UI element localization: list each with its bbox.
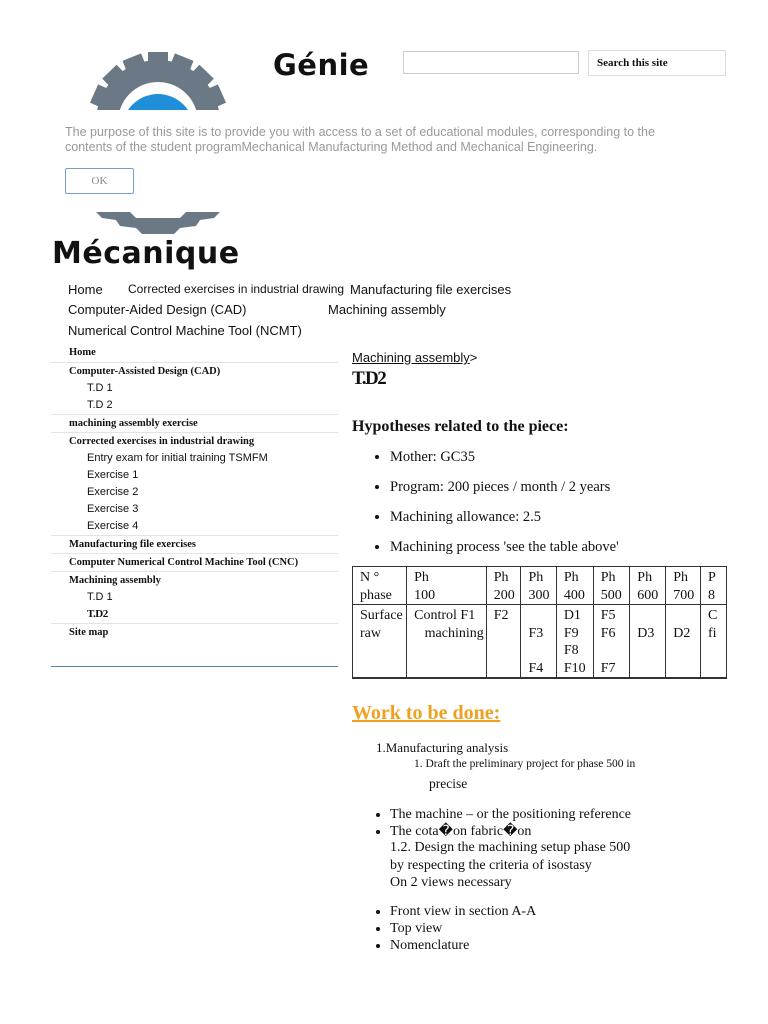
site-title-genie[interactable]: Génie	[273, 48, 370, 82]
table-cell: N ° phase	[353, 567, 407, 605]
list-item: • Mother: GC35	[390, 442, 768, 472]
phase-table	[352, 566, 727, 679]
table-cell: F2	[486, 605, 521, 679]
gear-icon	[82, 50, 234, 110]
sidebar-item-exercise-1[interactable]: Exercise 1	[87, 469, 139, 481]
list-item: • Machining process 'see the table above'	[390, 532, 768, 562]
sidebar-divider	[51, 666, 338, 667]
nav-machining-assembly[interactable]: Machining assembly	[328, 302, 446, 317]
nav-home[interactable]: Home	[68, 282, 103, 297]
site-logo-gear-top	[82, 50, 234, 110]
list-item: • Top view	[390, 920, 768, 937]
step-draft-project: 1. Draft the preliminary project for phase 500 in	[414, 758, 636, 770]
sidebar-item-manufacturing-file[interactable]: Manufacturing file exercises	[51, 535, 338, 553]
design-line: On 2 views necessary	[390, 875, 512, 890]
sidebar-item-exercise-3[interactable]: Exercise 3	[87, 503, 139, 515]
sidebar-item-cnc[interactable]: Computer Numerical Control Machine Tool (CNC)	[51, 553, 338, 571]
table-cell: D2	[666, 605, 701, 679]
nav-corrected-drawing[interactable]: Corrected exercises in industrial drawing	[128, 282, 345, 296]
hypotheses-heading: Hypotheses related to the piece:	[352, 418, 569, 435]
table-cell: Ph 100	[407, 567, 487, 605]
list-item: • Machining allowance: 2.5	[390, 502, 768, 532]
search-button[interactable]: Search this site	[588, 50, 726, 76]
sidebar-item-ma-td1[interactable]: T.D 1	[87, 591, 113, 603]
table-cell: P 8	[700, 567, 726, 605]
sidebar-item-entry-exam[interactable]: Entry exam for initial training TSMFM	[87, 452, 268, 464]
breadcrumb-separator: >	[469, 350, 478, 365]
step-manufacturing-analysis: 1.Manufacturing analysis	[376, 740, 509, 755]
hypotheses-list	[352, 442, 768, 562]
table-cell: D3	[630, 605, 666, 679]
machine-list	[352, 806, 768, 840]
table-cell: Surface raw	[353, 605, 407, 679]
site-purpose-text: The purpose of this site is to provide you with access to a set of educational modules, corresponding to the contents of the student programMechanical Manufacturing Method and Mechanical Engineering.	[65, 125, 655, 154]
table-cell: Control F1 machining	[407, 605, 487, 679]
search-input[interactable]	[403, 51, 579, 74]
sidebar-item-machining-assembly[interactable]: Machining assembly	[51, 571, 338, 589]
table-cell: Ph 600	[630, 567, 666, 605]
step-draft-project-cont: precise	[429, 776, 468, 791]
sidebar-item-machining-exercise[interactable]: machining assembly exercise	[51, 414, 338, 432]
table-cell: F5 F6 F7	[593, 605, 630, 679]
list-item: • The machine – or the positioning reference	[390, 806, 768, 823]
sidebar	[51, 344, 338, 641]
table-cell: Ph 200	[486, 567, 521, 605]
breadcrumb-link[interactable]: Machining assembly	[352, 350, 470, 365]
sidebar-item-home[interactable]: Home	[69, 347, 96, 358]
list-item: • Program: 200 pieces / month / 2 years	[390, 472, 768, 502]
table-cell: Ph 700	[666, 567, 701, 605]
design-line: 1.2. Design the machining setup phase 500	[390, 840, 631, 855]
nav-manufacturing-file[interactable]: Manufacturing file exercises	[350, 282, 512, 297]
site-logo-gear-bottom	[96, 212, 220, 234]
list-item: • Front view in section A-A	[390, 903, 768, 920]
design-line: by respecting the criteria of isostasy	[390, 857, 592, 873]
sidebar-item-corrected-drawing[interactable]: Corrected exercises in industrial drawing	[51, 432, 338, 450]
table-header-row	[353, 567, 727, 605]
views-list	[352, 903, 768, 954]
table-cell: C fi	[700, 605, 726, 679]
table-cell: D1 F9 F8 F10	[556, 605, 593, 679]
breadcrumb	[352, 350, 477, 365]
table-cell: Ph 300	[521, 567, 556, 605]
table-cell: F3 F4	[521, 605, 556, 679]
list-item: • Nomenclature	[390, 937, 768, 954]
sidebar-item-exercise-2[interactable]: Exercise 2	[87, 486, 139, 498]
phase-table-container	[352, 560, 727, 690]
sidebar-item-cad-td2[interactable]: T.D 2	[87, 399, 113, 411]
design-setup-text	[390, 839, 730, 892]
table-cell: Ph 400	[556, 567, 593, 605]
sidebar-item-cad-td1[interactable]: T.D 1	[87, 382, 113, 394]
gear-icon	[96, 212, 220, 234]
list-item: • The cota�on fabric�on	[390, 823, 768, 840]
site-title-mecanique[interactable]: Mécanique	[52, 236, 240, 271]
sidebar-item-exercise-4[interactable]: Exercise 4	[87, 520, 139, 532]
work-heading: Work to be done:	[352, 702, 501, 724]
table-row	[353, 605, 727, 679]
page-title: T.D2	[352, 368, 386, 389]
sidebar-item-ma-td2-current[interactable]: T.D2	[87, 608, 108, 620]
ok-button[interactable]: OK	[65, 168, 134, 194]
sidebar-item-cad[interactable]: Computer-Assisted Design (CAD)	[51, 362, 338, 380]
nav-ncmt[interactable]: Numerical Control Machine Tool (NCMT)	[68, 323, 302, 338]
sidebar-item-site-map[interactable]: Site map	[51, 623, 338, 641]
nav-cad[interactable]: Computer-Aided Design (CAD)	[68, 302, 247, 317]
table-cell: Ph 500	[593, 567, 630, 605]
